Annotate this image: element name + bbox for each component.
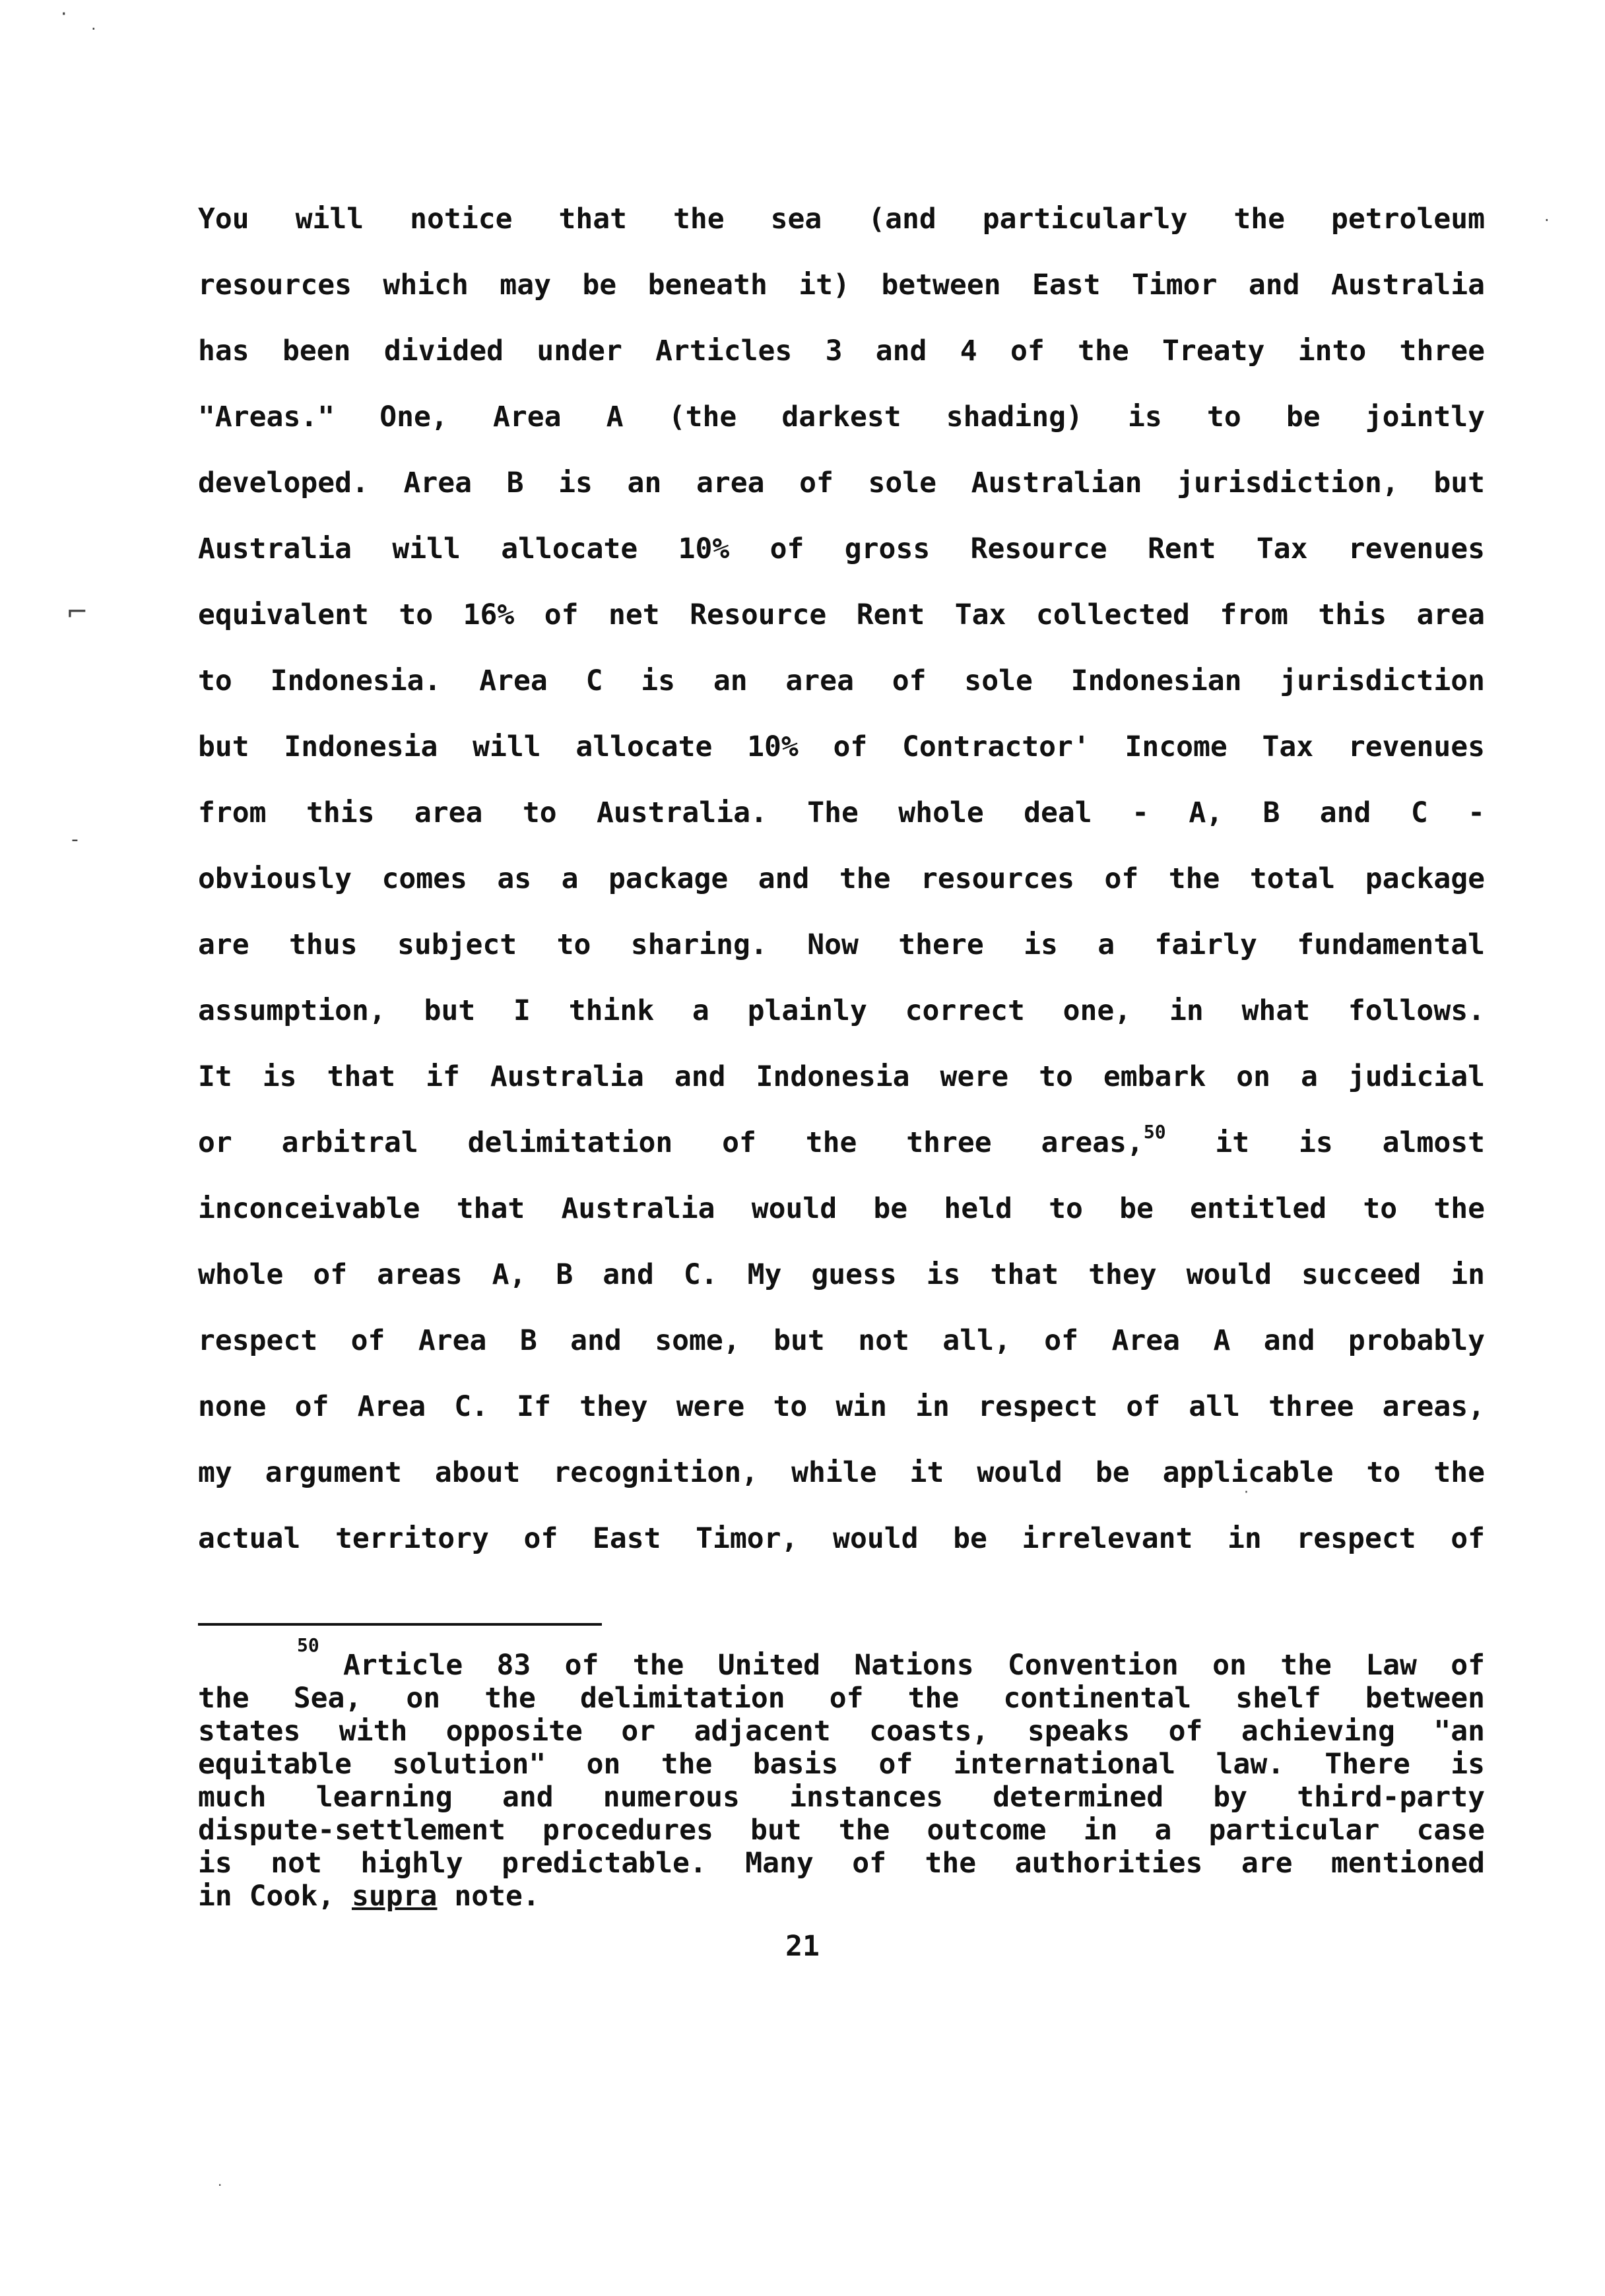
body-line-19: none of Area C. If they were to win in respect of all three areas,	[198, 1390, 1485, 1423]
body-line-18: respect of Area B and some, but not all, of Area A and probably	[198, 1324, 1485, 1357]
footnote-separator-rule	[198, 1623, 602, 1626]
body-line-7: equivalent to 16% of net Resource Rent Tax collected from this area	[198, 598, 1485, 631]
footnote-line-6: dispute-settlement procedures but the outcome in a particular case	[198, 1814, 1485, 1847]
body-line-15	[198, 1120, 1485, 1161]
body-line-17: whole of areas A, B and C. My guess is that they would succeed in	[198, 1258, 1485, 1291]
body-line-16: inconceivable that Australia would be held to be entitled to the	[198, 1192, 1485, 1225]
scan-speck: ·	[1244, 1484, 1249, 1501]
body-line-3: has been divided under Articles 3 and 4 of the Treaty into three	[198, 335, 1485, 367]
body-line-12: are thus subject to sharing. Now there is a fairly fundamental	[198, 928, 1485, 961]
footnote-line-8	[198, 1879, 1485, 1913]
body-line-21: actual territory of East Timor, would be irrelevant in respect of	[198, 1522, 1485, 1555]
scan-speck: ·	[61, 3, 67, 26]
footnote-supra-underlined: supra	[352, 1880, 438, 1913]
footnote-line-3: states with opposite or adjacent coasts, speaks of achieving "an	[198, 1715, 1485, 1748]
scan-speck: -	[71, 828, 79, 851]
scan-speck: ·	[91, 20, 96, 38]
body-line-8: to Indonesia. Area C is an area of sole Indonesian jurisdiction	[198, 664, 1485, 697]
body-line-9: but Indonesia will allocate 10% of Contractor' Income Tax revenues	[198, 730, 1485, 763]
body-line-1: You will notice that the sea (and particularly the petroleum	[198, 203, 1485, 236]
footnote-last-line-prefix: in Cook,	[198, 1880, 352, 1913]
body-line-2: resources which may be beneath it) between East Timor and Australia	[198, 269, 1485, 302]
body-line-14: It is that if Australia and Indonesia were to embark on a judicial	[198, 1060, 1485, 1093]
footnote-line-7: is not highly predictable. Many of the authorities are mentioned	[198, 1847, 1485, 1880]
footnote-line-1-text: Article 83 of the United Nations Convention on the Law of	[343, 1649, 1485, 1682]
body-line-4: "Areas." One, Area A (the darkest shading) is to be jointly	[198, 400, 1485, 433]
scan-speck: ·	[218, 2177, 222, 2193]
body-line-20: my argument about recognition, while it would be applicable to the	[198, 1456, 1485, 1489]
scan-speck: ·	[1544, 211, 1550, 230]
body-line-15-tail: it is almost	[1215, 1126, 1485, 1159]
footnote-line-5: much learning and numerous instances determined by third-party	[198, 1781, 1485, 1814]
body-line-5: developed. Area B is an area of sole Australian jurisdiction, but	[198, 466, 1485, 499]
footnote-last-line-suffix: note.	[437, 1880, 540, 1913]
scan-speck: ⌐	[66, 597, 88, 627]
body-line-15-head: or arbitral delimitation of the three areas,	[198, 1126, 1144, 1159]
footnote-line-4: equitable solution" on the basis of international law. There is	[198, 1748, 1485, 1781]
body-line-11: obviously comes as a package and the resources of the total package	[198, 862, 1485, 895]
page-number: 21	[785, 1930, 820, 1963]
footnote-reference-marker[interactable]: 50	[1143, 1120, 1166, 1143]
footnote-line-1: 50 Article 83 of the United Nations Convention on the Law of	[297, 1634, 1485, 1682]
body-line-13: assumption, but I think a plainly correct one, in what follows.	[198, 994, 1485, 1027]
body-line-10: from this area to Australia. The whole deal - A, B and C -	[198, 796, 1485, 829]
body-line-6: Australia will allocate 10% of gross Resource Rent Tax revenues	[198, 532, 1485, 565]
footnote-line-2: the Sea, on the delimitation of the continental shelf between	[198, 1682, 1485, 1715]
